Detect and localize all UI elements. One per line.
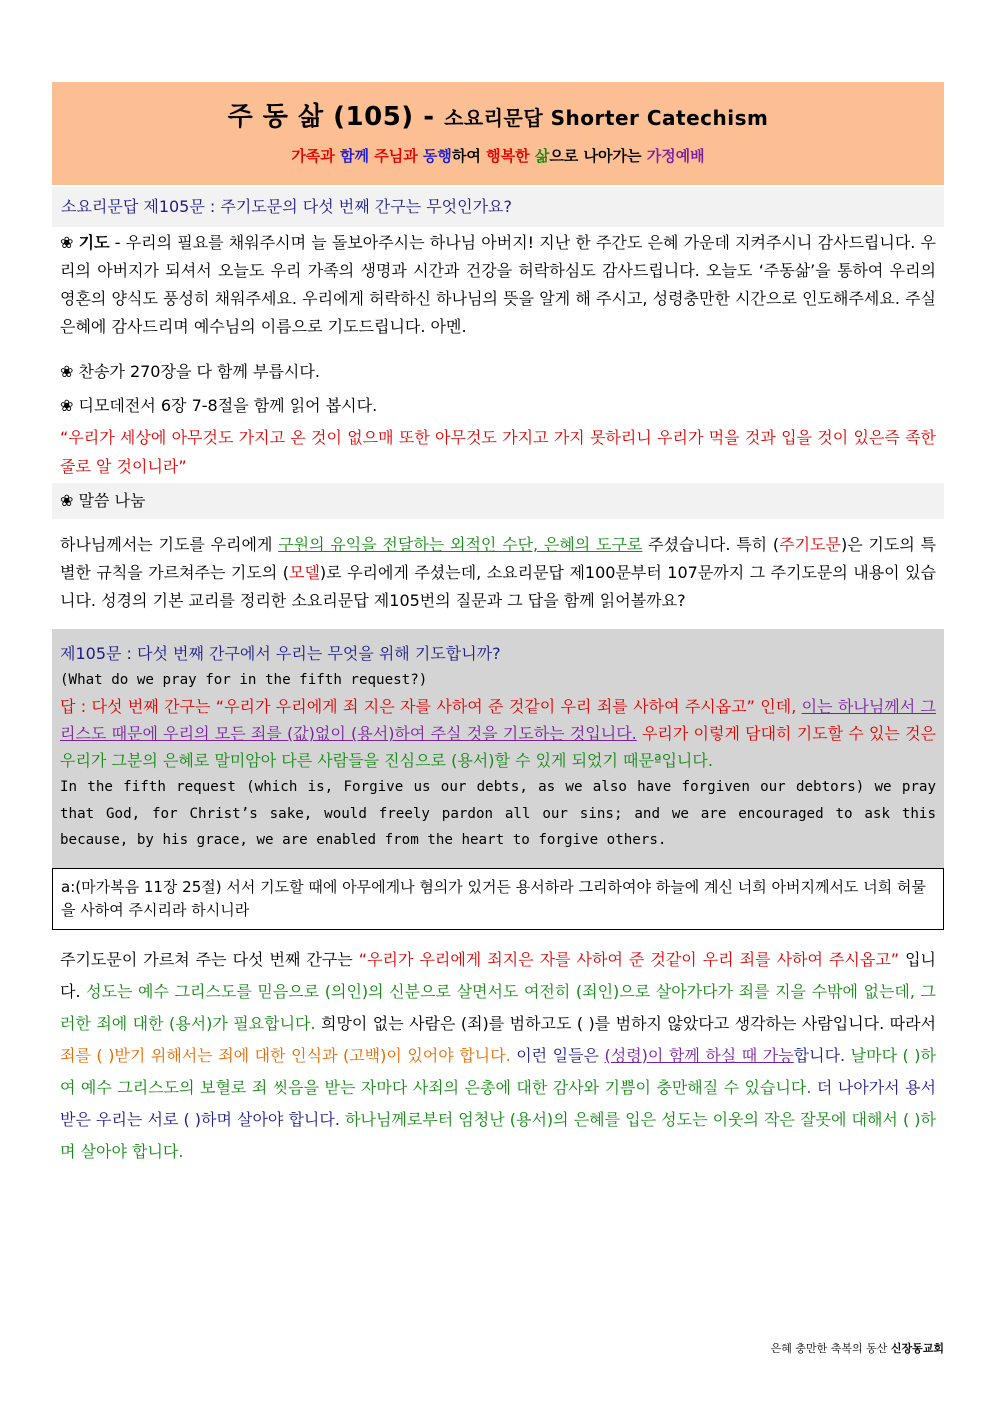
intro-highlight: 주기도문: [779, 535, 841, 554]
closing-underline: (성령)이 함께 하실 때 가능: [604, 1045, 794, 1065]
q105-question: 제105문 : 다섯 번째 간구에서 우리는 무엇을 위해 기도합니까?: [60, 644, 501, 663]
answer-part: ª입니다.: [653, 751, 713, 770]
sharing-label: ❀ 말씀 나눔: [52, 483, 944, 519]
page-subtitle: [52, 145, 944, 166]
closing-text: 이런 일들은: [510, 1045, 605, 1065]
church-name: 신장동교회: [890, 1342, 944, 1355]
intro-text: )로 우리에게 주셨는데, 소요리문답 제100문부터 107문까지 그 주기도문의 내용이 있습니다. 성경의 기본 교리를 정리한 소요리문답 제105번의 질문과 그 답을 함께 읽어볼까요?: [60, 563, 937, 610]
q105-question-en: (What do we pray for in the fifth request?): [60, 672, 428, 688]
subtitle-part: 동행: [422, 147, 452, 165]
intro-text: 주셨습니다. 특히 (: [642, 535, 780, 554]
intro-paragraph: [52, 531, 944, 615]
subtitle-part: 하여: [451, 147, 487, 165]
prayer-section: [52, 229, 944, 341]
question-bar: 소요리문답 제105문 : 주기도문의 다섯 번째 간구는 무엇인가요?: [52, 187, 944, 227]
subtitle-part: 으로 나아가는: [549, 147, 647, 165]
reading-instruction: ❀ 디모데전서 6장 7-8절을 함께 읽어 봅시다.: [60, 396, 378, 415]
footer-text: 은혜 충만한 축복의 동산: [770, 1342, 891, 1355]
scripture-reference: a:(마가복음 11장 25절) 서서 기도할 때에 아무에게나 혐의가 있거든 용서하라 그리하여야 하늘에 계신 너희 아버지께서도 너희 허물을 사하여 주시리라 하시니라: [52, 868, 944, 930]
closing-text: 하나님께로부터 엄청난 (용서)의 은혜를 입은 성도는 이웃의 작은 잘못에 대해서 ( )하며 살아야 합니다.: [60, 1109, 937, 1161]
closing-text: 죄를 ( )받기 위해서는 죄에 대한 인식과 (고백)이 있어야 합니다.: [60, 1045, 511, 1065]
answer-part: 답 : 다섯 번째 간구는 “우리가 우리에게 죄 지은 자를 사하여 준 것같이 우리 죄를 사하여 주시옵고” 인데,: [60, 697, 802, 716]
closing-paragraph: [52, 944, 944, 1168]
intro-underline: 구원의 유익을 전달하는 외적인 수단, 은혜의 도구로: [278, 535, 643, 554]
closing-text: 성도는 예수 그리스도를 믿음으로 (의인)의 신분으로 살면서도 여전히 (죄인)으로 살아가다가 죄를 지을 수밖에 없는데, 그러한 죄에 대한 (용서)가 필요합니다.: [60, 981, 936, 1033]
prayer-text: - 우리의 필요를 채워주시며 늘 돌보아주시는 하나님 아버지! 지난 한 주간도 은혜 가운데 지켜주시니 감사드립니다. 우리의 아버지가 되셔서 오늘도 우리 가족의 생명과 시간과 건강을 허락하심도 감사드립니다. 오늘도 ‘주동삶’을 통하여 우리의 영혼의 양식도 풍성히 채워주세요. 우리에게 허락하신 하나님의 뜻을 알게 해 주시고, 성령충만한 시간으로 인도해주세요. 주실 은혜에 감사드리며 예수님의 이름으로 기도드립니다. 아멘.: [60, 233, 936, 336]
closing-text: 더 나아가서 용서받은 우리는 서로 ( )하며 살아야 합니다.: [60, 1077, 936, 1129]
page-title: [52, 82, 944, 133]
closing-text: “우리가 우리에게 죄지은 자를 사하여 준 것같이 우리 죄를 사하여 주시옵고”: [358, 949, 900, 969]
answer-part: 우리가 그분의 은혜로 말미암아 다른 사람들을 진심으로 (용서)할 수 있게 되었기 때문: [60, 751, 654, 770]
subtitle-part: 가정예배: [646, 147, 705, 165]
scripture-quote: “우리가 세상에 아무것도 가지고 온 것이 없으매 또한 아무것도 가지고 가지 못하리니 우리가 먹을 것과 입을 것이 있은즉 족한 줄로 알 것이니라”: [60, 428, 936, 476]
closing-text: 날마다 ( )하여 예수 그리스도의 보혈로 죄 씻음을 받는 자마다 사죄의 은총에 대한 감사와 기쁨이 충만해질 수 있습니다.: [60, 1045, 937, 1097]
title-main: 주 동 삶 (105) -: [227, 102, 445, 132]
intro-text: )은 기도의 특별한 규칙을 가르쳐주는 기도의 (: [60, 535, 936, 582]
closing-text: 희망이 없는 사람은 (죄)를 범하고도 ( )를 범하지 않았다고 생각하는 사람입니다. 따라서: [315, 1013, 936, 1033]
title-sub: 소요리문답 Shorter Catechism: [444, 106, 769, 130]
subtitle-part: 함께: [340, 147, 375, 165]
footer: [771, 1340, 944, 1356]
intro-highlight: 모델: [289, 563, 320, 582]
flower-bullet-icon: ❀: [60, 233, 79, 252]
closing-text: 입니다.: [60, 949, 936, 1001]
intro-text: 하나님께서는 기도를 우리에게: [60, 535, 279, 554]
subtitle-part: 삶: [534, 147, 550, 165]
prayer-label: 기도: [78, 233, 110, 252]
q105-answer: [60, 693, 936, 774]
worksheet-page: [52, 82, 944, 1168]
closing-text: 합니다.: [793, 1045, 851, 1065]
hymn-instruction: ❀ 찬송가 270장을 다 함께 부릅시다.: [60, 362, 320, 381]
header-banner: [52, 82, 944, 185]
subtitle-part: 행복한: [486, 147, 535, 165]
q105-answer-en: In the fifth request (which is, Forgive us our debts, as we also have forgiven our debtors) we pray that God, for Christ’s sake, would freely pardon all our sins; and we are encouraged to ask this because, by his grace, we are enabled from the heart to forgive others.: [60, 779, 936, 848]
subtitle-part: 주님과: [374, 147, 423, 165]
subtitle-part: 가족과: [291, 147, 341, 165]
closing-text: 주기도문이 가르쳐 주는 다섯 번째 간구는: [60, 949, 359, 969]
answer-underline: 이는 하나님께서 그리스도 때문에 우리의 모든 죄를 (값)없이 (용서)하여 주실 것을 기도하는 것입니다.: [60, 697, 936, 743]
catechism-box: [52, 629, 944, 868]
answer-part: 우리가 이렇게 담대히 기도할 수 있는 것은: [636, 724, 936, 743]
